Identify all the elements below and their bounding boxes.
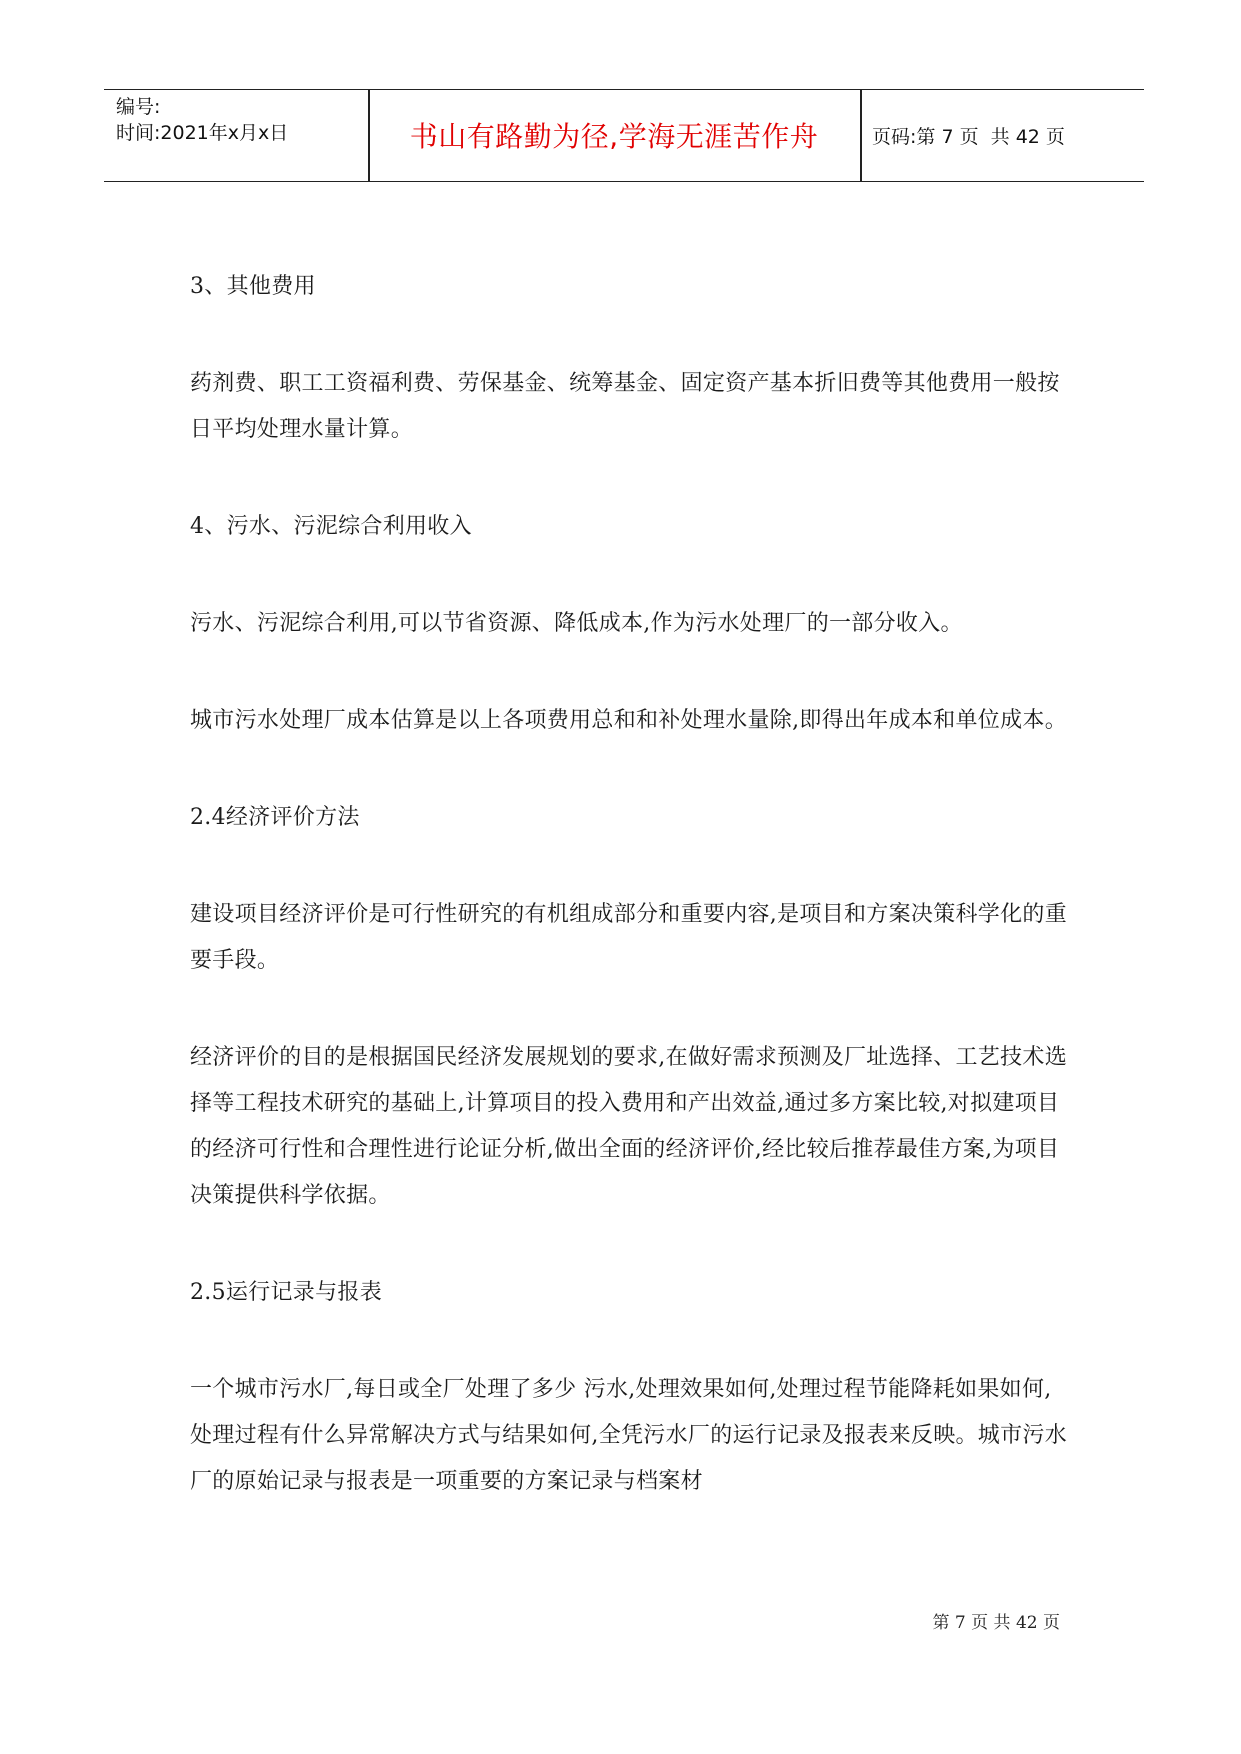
paragraph: 经济评价的目的是根据国民经济发展规划的要求,在做好需求预测及厂址选择、工艺技术选择等工程技术研究的基础上,计算项目的投入费用和产出效益,通过多方案比较,对拟建项目的经济可行性和合理性进行论证分析,做出全面的经济评价,经比较后推荐最佳方案,为项目决策提供科学依据。 bbox=[190, 1045, 1067, 1208]
paragraph: 建设项目经济评价是可行性研究的有机组成部分和重要内容,是项目和方案决策科学化的重要手段。 bbox=[190, 902, 1067, 973]
header-page-info: 页码:第 7 页 共 42 页 bbox=[872, 125, 1065, 148]
header-divider bbox=[860, 90, 862, 181]
header-meta bbox=[116, 94, 288, 146]
paragraph: 一个城市污水厂,每日或全厂处理了多少 污水,处理效果如何,处理过程节能降耗如果如何,处理过程有什么异常解决方式与结果如何,全凭污水厂的运行记录及报表来反映。城市污水厂的原始记录与报表是一项重要的方案记录与档案材 bbox=[190, 1377, 1067, 1494]
section-heading: 2.4经济评价方法 bbox=[190, 805, 360, 830]
document-body bbox=[190, 264, 1070, 1556]
paragraph: 城市污水处理厂成本估算是以上各项费用总和和补处理水量除,即得出年成本和单位成本。 bbox=[190, 708, 1067, 733]
section-heading: 2.5运行记录与报表 bbox=[190, 1280, 382, 1305]
paragraph: 污水、污泥综合利用,可以节省资源、降低成本,作为污水处理厂的一部分收入。 bbox=[190, 611, 963, 636]
document-time-label: 时间:2021年x月x日 bbox=[116, 122, 289, 144]
document-header bbox=[104, 89, 1144, 182]
section-heading: 3、其他费用 bbox=[190, 274, 316, 299]
section-heading: 4、污水、污泥综合利用收入 bbox=[190, 514, 472, 539]
document-number-label: 编号: bbox=[116, 96, 161, 118]
header-motto: 书山有路勤为径,学海无涯苦作舟 bbox=[409, 120, 819, 153]
page-footer: 第 7 页 共 42 页 bbox=[932, 1613, 1060, 1633]
paragraph: 药剂费、职工工资福利费、劳保基金、统筹基金、固定资产基本折旧费等其他费用一般按日平均处理水量计算。 bbox=[190, 371, 1060, 442]
